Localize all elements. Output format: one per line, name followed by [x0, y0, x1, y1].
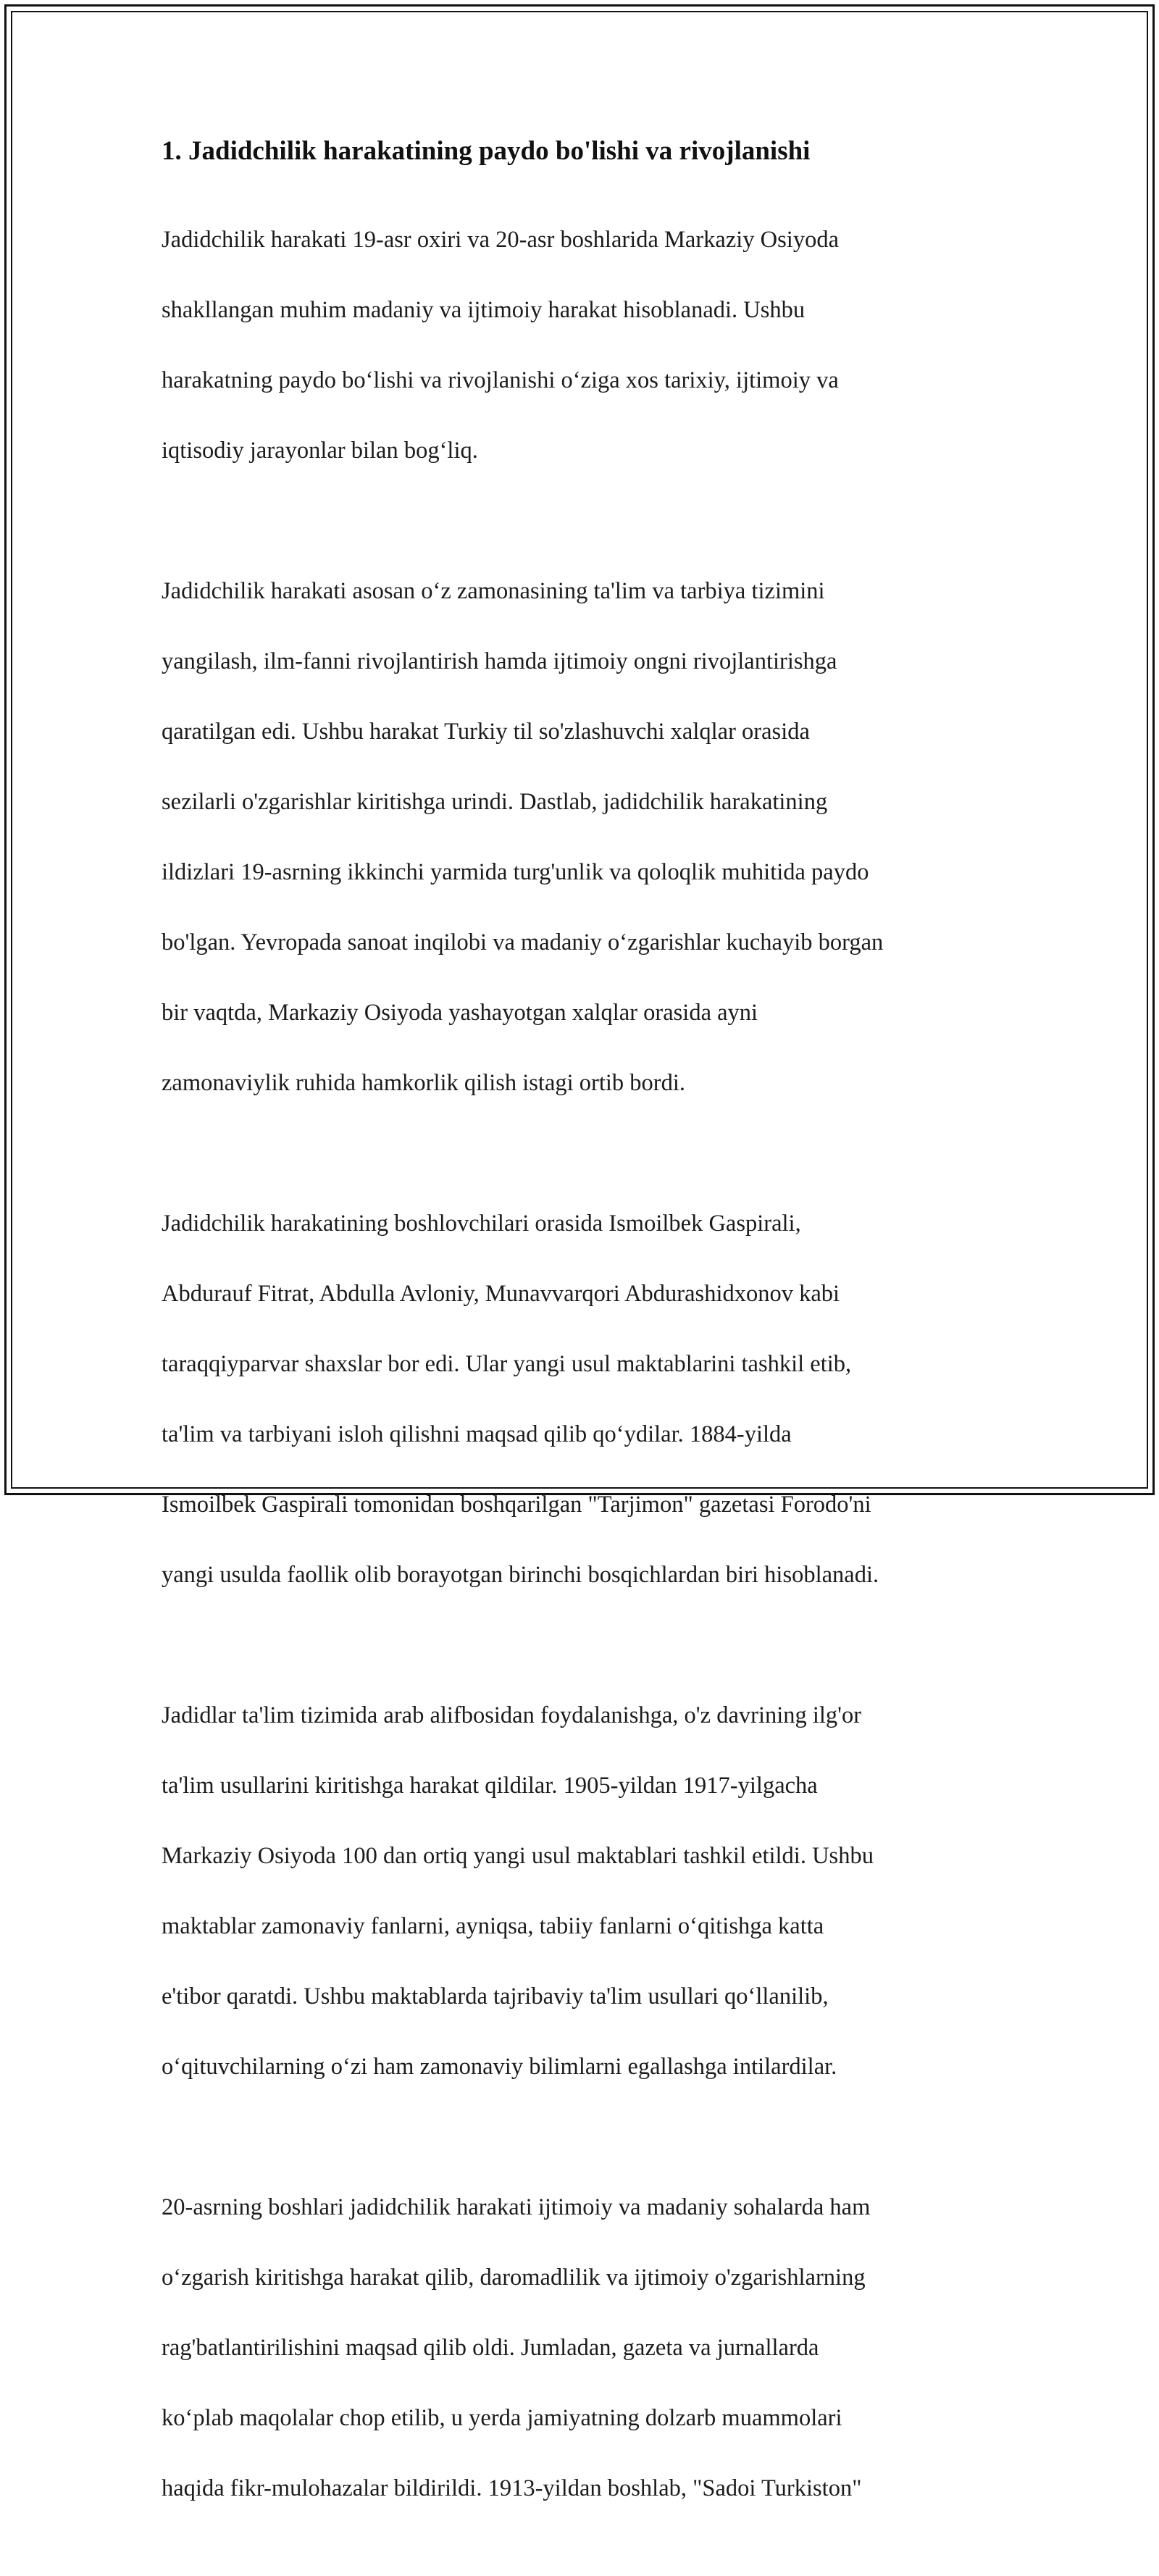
paragraph-line: koʻplab maqolalar chop etilib, u yerda jamiyatning dolzarb muammolari: [162, 2404, 842, 2431]
paragraph-2: [162, 538, 995, 1136]
paragraph-line: Jadidlar ta'lim tizimida arab alifbosidan foydalanishga, o'z davrining ilg'or: [162, 1702, 862, 1728]
paragraph-line: taraqqiyparvar shaxslar bor edi. Ular yangi usul maktablarini tashkil etib,: [162, 1350, 852, 1377]
paragraph-line: yangi usulda faollik olib borayotgan birinchi bosqichlardan biri hisoblanadi.: [162, 1561, 879, 1588]
section-heading: 1. Jadidchilik harakatining paydo bo'lishi va rivojlanishi: [162, 136, 811, 166]
paragraph-line: Ismoilbek Gaspirali tomonidan boshqarilgan "Tarjimon" gazetasi Forodo'ni: [162, 1491, 871, 1518]
paragraph-line: haqida fikr-mulohazalar bildirildi. 1913-yildan boshlab, "Sadoi Turkiston": [162, 2475, 862, 2501]
paragraph-line: iqtisodiy jarayonlar bilan bogʻliq.: [162, 437, 478, 464]
paragraph-line: yangilash, ilm-fanni rivojlantirish hamda ijtimoiy ongni rivojlantirishga: [162, 648, 837, 674]
paragraph-5: [162, 2154, 995, 2541]
paragraph-3: [162, 1171, 995, 1628]
paragraph-line: ildizlari 19-asrning ikkinchi yarmida turg'unlik va qoloqlik muhitida paydo: [162, 858, 869, 885]
paragraph-line: ta'lim usullarini kiritishga harakat qildilar. 1905-yildan 1917-yilgacha: [162, 1772, 818, 1799]
paragraph-line: bir vaqtda, Markaziy Osiyoda yashayotgan xalqlar orasida ayni: [162, 999, 758, 1026]
paragraph-line: zamonaviylik ruhida hamkorlik qilish istagi ortib bordi.: [162, 1069, 686, 1096]
document-body: [162, 135, 995, 2576]
paragraph-1: [162, 187, 995, 503]
paragraph-line: maktablar zamonaviy fanlarni, ayniqsa, tabiiy fanlarni oʻqitishga katta: [162, 1912, 824, 1939]
paragraph-line: rag'batlantirilishini maqsad qilib oldi. Jumladan, gazeta va jurnallarda: [162, 2334, 819, 2361]
paragraph-line: 20-asrning boshlari jadidchilik harakati ijtimoiy va madaniy sohalarda ham: [162, 2194, 871, 2220]
paragraph-line: bo'lgan. Yevropada sanoat inqilobi va madaniy oʻzgarishlar kuchayib borgan: [162, 929, 884, 955]
paragraph-line: sezilarli o'zgarishlar kiritishga urindi. Dastlab, jadidchilik harakatining: [162, 788, 828, 815]
paragraph-line: Markaziy Osiyoda 100 dan ortiq yangi usul maktablari tashkil etildi. Ushbu: [162, 1842, 874, 1869]
paragraph-line: Jadidchilik harakati asosan oʻz zamonasining ta'lim va tarbiya tizimini: [162, 577, 825, 604]
paragraph-line: qaratilgan edi. Ushbu harakat Turkiy til so'zlashuvchi xalqlar orasida: [162, 718, 810, 745]
paragraph-line: Jadidchilik harakati 19-asr oxiri va 20-asr boshlarida Markaziy Osiyoda: [162, 226, 839, 253]
paragraph-line: Jadidchilik harakatining boshlovchilari orasida Ismoilbek Gaspirali,: [162, 1210, 801, 1237]
paragraph-line: Abdurauf Fitrat, Abdulla Avloniy, Munavvarqori Abdurashidxonov kabi: [162, 1280, 840, 1307]
paragraph-line: oʻqituvchilarning oʻzi ham zamonaviy bilimlarni egallashga intilardilar.: [162, 2053, 837, 2080]
paragraph-line: shakllangan muhim madaniy va ijtimoiy harakat hisoblanadi. Ushbu: [162, 296, 806, 323]
paragraph-line: e'tibor qaratdi. Ushbu maktablarda tajribaviy ta'lim usullari qoʻllanilib,: [162, 1983, 829, 2010]
paragraph-line: harakatning paydo boʻlishi va rivojlanishi oʻziga xos tarixiy, ijtimoiy va: [162, 367, 839, 393]
paragraph-line: ta'lim va tarbiyani isloh qilishni maqsad qilib qoʻydilar. 1884-yilda: [162, 1421, 792, 1447]
paragraph-4: [162, 1663, 995, 2120]
paragraph-line: oʻzgarish kiritishga harakat qilib, daromadlilik va ijtimoiy o'zgarishlarning: [162, 2264, 866, 2291]
